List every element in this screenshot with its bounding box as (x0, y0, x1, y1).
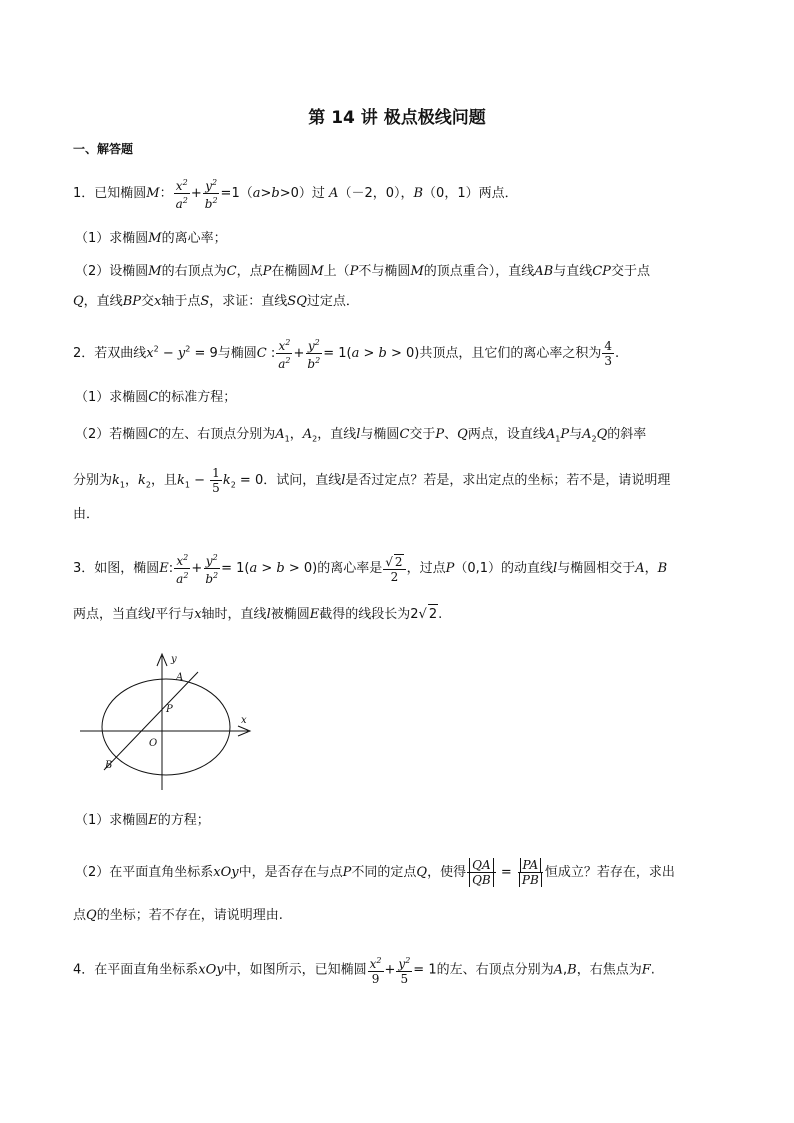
problem-2-part-1: （1）求椭圆C的标准方程； (75, 390, 237, 405)
ellipse-figure (78, 650, 256, 796)
problem-3-statement-line-1: 3．如图，椭圆E: $\frac{x^2}{a^2}$ + $\frac{y^2}{b^2}$ = 1(a > b > 0)的离心率是 $\frac{√ 2}{2}$ ，过点P（0,1）的动直线l与椭圆相交于A，B (73, 553, 668, 586)
problem-3-part-2-line-2: 点Q的坐标；若不存在，请说明理由. (73, 908, 283, 923)
problem-2-part-2-line-1: （2）若椭圆C的左、右顶点分别为$A_1$，$A_2$，直线l与椭圆C交于P、Q两点，设直线$A_1P$与$A_2Q$的斜率 (75, 427, 647, 444)
problem-1-part-1: （1）求椭圆M的离心率； (75, 231, 227, 246)
problem-1-statement: 1．已知椭圆M： $\frac{x^2}{a^2}$ + $\frac{y^2}{b^2}$ =1（a>b>0）过 A（－2，0），B（0，1）两点． (73, 178, 518, 211)
page-title: 第 14 讲 极点极线问题 (308, 108, 486, 128)
section-heading: 一、解答题 (73, 142, 134, 156)
problem-1-part-2-line-1: （2）设椭圆M的右顶点为C，点P在椭圆M上（P不与椭圆M的顶点重合），直线AB与直线CP交于点 (75, 264, 650, 279)
x-axis (80, 726, 250, 736)
label-b: B (105, 760, 113, 771)
problem-1-part-2-line-2: Q，直线BP交x轴于点S，求证：直线SQ过定点． (73, 294, 359, 309)
y-axis (157, 654, 167, 790)
problem-3-part-2-line-1: （2）在平面直角坐标系xOy中，是否存在与点P不同的定点Q，使得 $\frac{QA}{QB}$ = $\frac{PA}{PB}$ 恒成立？若存在，求出 (75, 858, 675, 887)
problem-4-statement: 4．在平面直角坐标系xOy中，如图所示，已知椭圆 $\frac{x^2}{9}$ + $\frac{y^2}{5}$ = 1的左、右顶点分别为A,B，右焦点为F. (73, 956, 655, 986)
label-a: A (176, 672, 184, 683)
problem-2-statement: 2．若双曲线$x^2 - y^2 = 9$与椭圆C : $\frac{x^2}{a^2}$ + $\frac{y^2}{b^2}$ = 1(a > b > 0)共顶点，且它们的离心率之积为 $\frac{4}{3}$ . (73, 338, 620, 371)
label-o: O (149, 738, 158, 749)
line-l (104, 672, 198, 770)
label-y: y (171, 654, 177, 665)
problem-2-part-2-line-3: 由． (73, 507, 100, 522)
problem-3-statement-line-2: 两点，当直线l平行与x轴时，直线l被椭圆E截得的线段长为2√ 2. (73, 604, 442, 625)
label-p: P (166, 704, 173, 715)
ellipse-curve (102, 679, 230, 775)
label-x: x (241, 715, 247, 726)
problem-3-part-1: （1）求椭圆E的方程； (75, 813, 210, 828)
problem-2-part-2-line-2: 分别为$k_1$，$k_2$，且$k_1$ − $\frac{1}{5}$ $k_2 = 0$．试问，直线l是否过定点？若是，求出定点的坐标；若不是，请说明理 (73, 466, 671, 495)
